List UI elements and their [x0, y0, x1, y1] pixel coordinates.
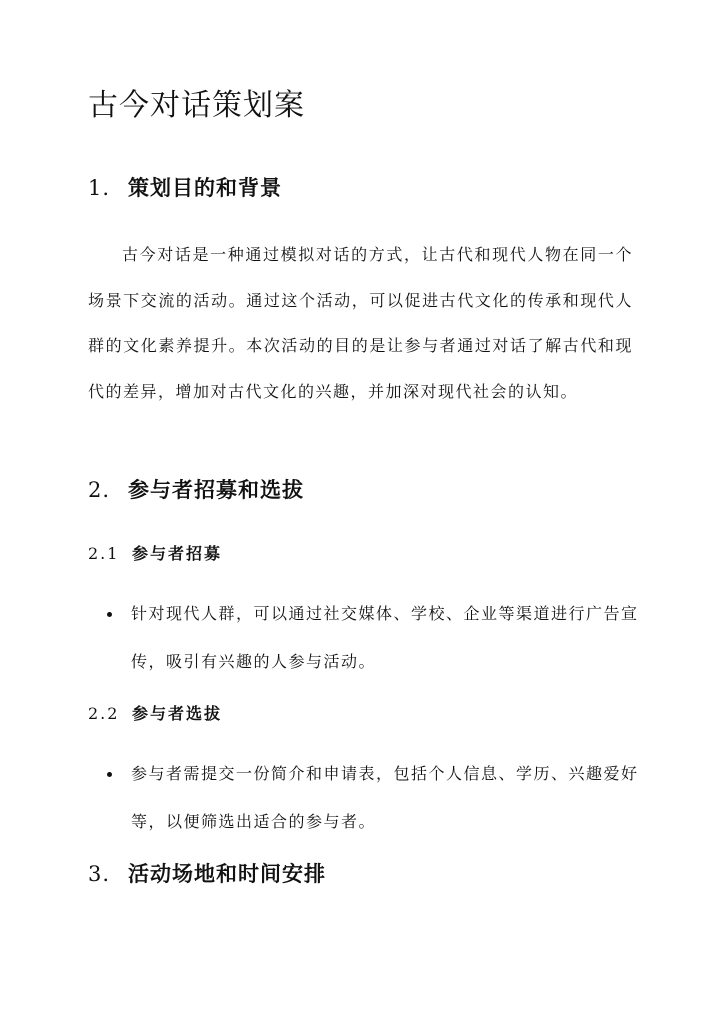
subsection-2-2-title: 参与者选拔 [132, 704, 223, 723]
section-3-number: 3. [88, 862, 111, 886]
section-1-heading [88, 173, 282, 203]
section-1-paragraph: 古今对话是一种通过模拟对话的方式，让古代和现代人物在同一个场景下交流的活动。通过这个活动，可以促进古代文化的传承和现代人群的文化素养提升。本次活动的目的是让参与者通过对话了解古代和现代的差异，增加对古代文化的兴趣，并加深对现代社会的认知。 [88, 245, 633, 401]
section-3-heading [88, 859, 326, 889]
bullet-dot-icon [107, 612, 112, 617]
section-3-title: 活动场地和时间安排 [128, 861, 326, 886]
subsection-2-2-heading [88, 702, 222, 726]
bullet-dot-icon [107, 772, 112, 777]
section-1-title: 策划目的和背景 [128, 175, 282, 200]
bullet-selection-text: 参与者需提交一份简介和申请表，包括个人信息、学历、兴趣爱好等，以便筛选出适合的参与者。 [131, 764, 639, 831]
section-2-title: 参与者招募和选拔 [128, 477, 304, 502]
subsection-2-1-number: 2.1 [88, 544, 120, 563]
section-2-number: 2. [88, 478, 111, 502]
bullet-recruitment-text: 针对现代人群，可以通过社交媒体、学校、企业等渠道进行广告宣传，吸引有兴趣的人参与活动。 [131, 604, 639, 671]
bullet-recruitment [103, 590, 651, 686]
subsection-2-1-title: 参与者招募 [132, 544, 223, 563]
subsection-2-1-heading [88, 542, 222, 566]
bullet-selection [103, 750, 651, 846]
section-2-heading [88, 475, 304, 505]
subsection-2-2-number: 2.2 [88, 704, 120, 723]
document-title: 古今对话策划案 [88, 88, 305, 123]
section-1-number: 1. [88, 176, 111, 200]
